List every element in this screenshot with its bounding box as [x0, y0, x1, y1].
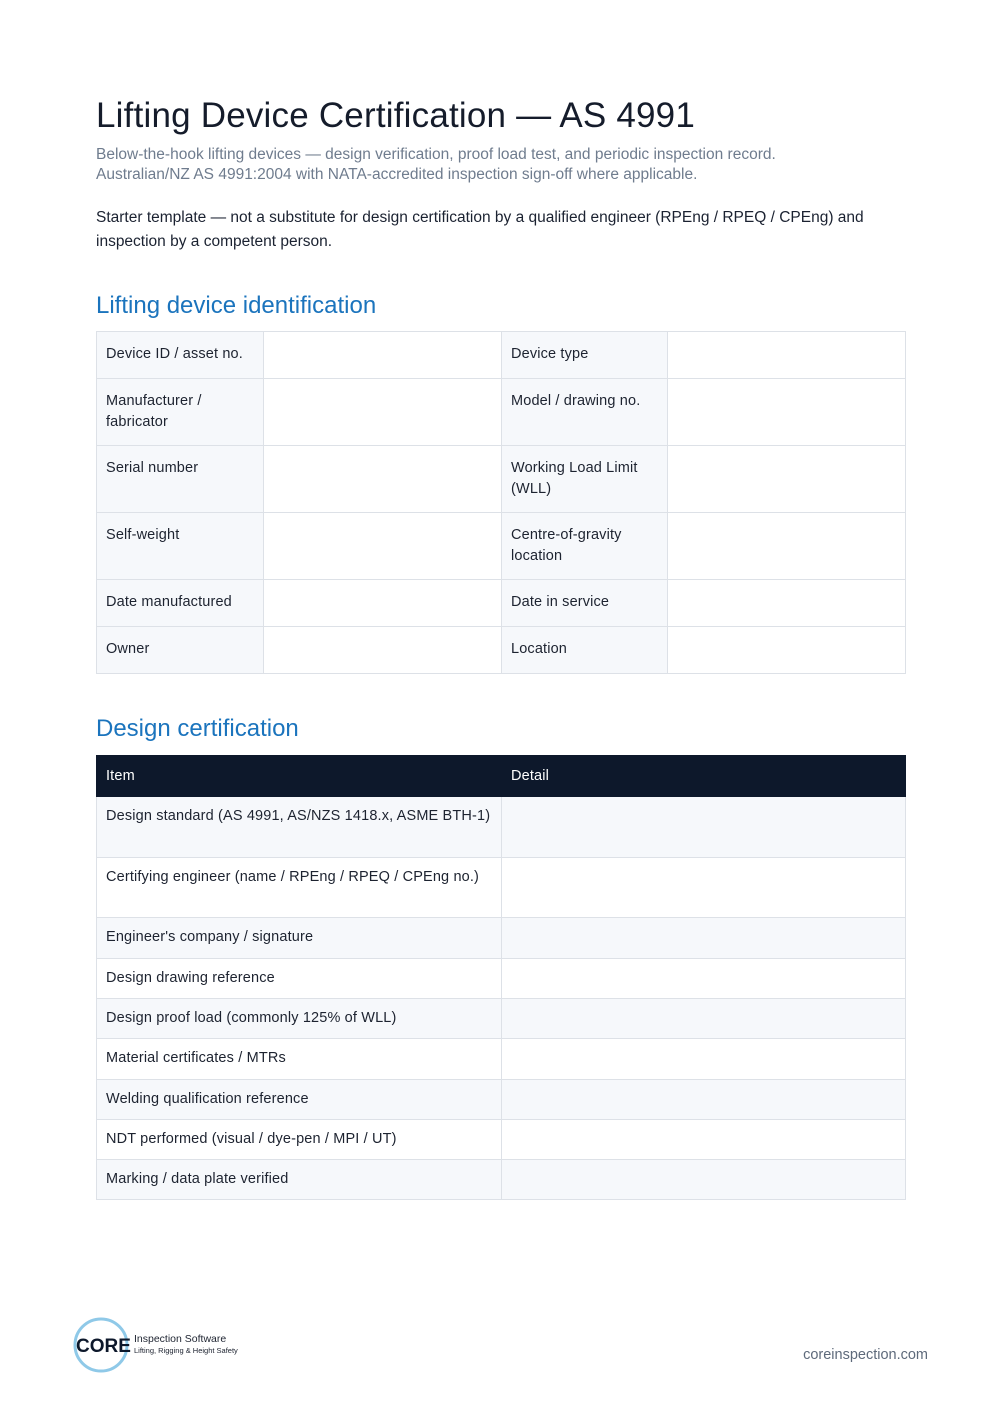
item-label: Material certificates / MTRs: [97, 1039, 502, 1080]
field-value-input[interactable]: [668, 580, 906, 627]
table-header-row: [97, 756, 906, 797]
field-value-input[interactable]: [264, 379, 502, 446]
field-label: Date in service: [502, 580, 668, 627]
field-value-input[interactable]: [668, 446, 906, 513]
section-title-design: Design certification: [96, 715, 299, 742]
field-label: Owner: [97, 627, 264, 674]
field-label: Working Load Limit (WLL): [502, 446, 668, 513]
table-row: [97, 918, 906, 959]
item-label: Design drawing reference: [97, 959, 502, 999]
detail-input[interactable]: [502, 999, 906, 1039]
detail-input[interactable]: [502, 797, 906, 858]
field-value-input[interactable]: [668, 627, 906, 674]
logo-tagline-1: Inspection Software: [134, 1333, 227, 1345]
item-label: Engineer's company / signature: [97, 918, 502, 959]
table-row: [97, 1039, 906, 1080]
item-label: Certifying engineer (name / RPEng / RPEQ / CPEng no.): [97, 858, 502, 918]
field-label: Location: [502, 627, 668, 674]
design-certification-table: [96, 755, 906, 1200]
field-value-input[interactable]: [264, 446, 502, 513]
field-label: Device ID / asset no.: [97, 332, 264, 379]
item-label: Design proof load (commonly 125% of WLL): [97, 999, 502, 1039]
item-label: NDT performed (visual / dye-pen / MPI / UT): [97, 1120, 502, 1160]
table-row: [97, 1120, 906, 1160]
item-label: Marking / data plate verified: [97, 1160, 502, 1200]
detail-input[interactable]: [502, 858, 906, 918]
subtitle-line-2: Australian/NZ AS 4991:2004 with NATA-accredited inspection sign-off where applicable.: [96, 166, 698, 183]
core-logo-icon: [72, 1316, 252, 1376]
detail-input[interactable]: [502, 918, 906, 959]
detail-input[interactable]: [502, 1039, 906, 1080]
column-header-detail: Detail: [502, 756, 906, 797]
field-label: Self-weight: [97, 513, 264, 580]
detail-input[interactable]: [502, 1160, 906, 1200]
identification-row: [97, 446, 906, 513]
table-row: [97, 1160, 906, 1200]
field-label: Manufacturer / fabricator: [97, 379, 264, 446]
detail-input[interactable]: [502, 1120, 906, 1160]
field-value-input[interactable]: [668, 379, 906, 446]
item-label: Design standard (AS 4991, AS/NZS 1418.x, ASME BTH-1): [97, 797, 502, 858]
detail-input[interactable]: [502, 959, 906, 999]
table-row: [97, 797, 906, 858]
field-value-input[interactable]: [264, 332, 502, 379]
table-row: [97, 999, 906, 1039]
subtitle-line-1: Below-the-hook lifting devices — design verification, proof load test, and periodic inspection record.: [96, 146, 776, 163]
logo-tagline-2: Lifting, Rigging & Height Safety: [134, 1346, 238, 1355]
field-label: Centre-of-gravity location: [502, 513, 668, 580]
field-value-input[interactable]: [264, 627, 502, 674]
section-title-identification: Lifting device identification: [96, 292, 377, 319]
item-label: Welding qualification reference: [97, 1080, 502, 1120]
core-logo: [72, 1316, 252, 1376]
field-label: Device type: [502, 332, 668, 379]
page-subtitle: [96, 145, 905, 185]
identification-row: [97, 580, 906, 627]
field-value-input[interactable]: [668, 332, 906, 379]
identification-row: [97, 513, 906, 580]
detail-input[interactable]: [502, 1080, 906, 1120]
disclaimer-text: Starter template — not a substitute for design certification by a qualified engineer (RPEng / RPEQ / CPEng) and inspection by a competent person.: [96, 209, 864, 250]
field-label: Serial number: [97, 446, 264, 513]
identification-table: [96, 331, 906, 674]
table-row: [97, 1080, 906, 1120]
field-label: Date manufactured: [97, 580, 264, 627]
footer-url-link[interactable]: coreinspection.com: [803, 1347, 928, 1363]
identification-row: [97, 627, 906, 674]
table-row: [97, 858, 906, 918]
identification-row: [97, 379, 906, 446]
field-value-input[interactable]: [264, 580, 502, 627]
logo-wordmark: CORE: [76, 1336, 131, 1357]
column-header-item: Item: [97, 756, 502, 797]
field-label: Model / drawing no.: [502, 379, 668, 446]
field-value-input[interactable]: [264, 513, 502, 580]
page-title: Lifting Device Certification — AS 4991: [96, 96, 696, 135]
field-value-input[interactable]: [668, 513, 906, 580]
identification-row: [97, 332, 906, 379]
table-row: [97, 959, 906, 999]
